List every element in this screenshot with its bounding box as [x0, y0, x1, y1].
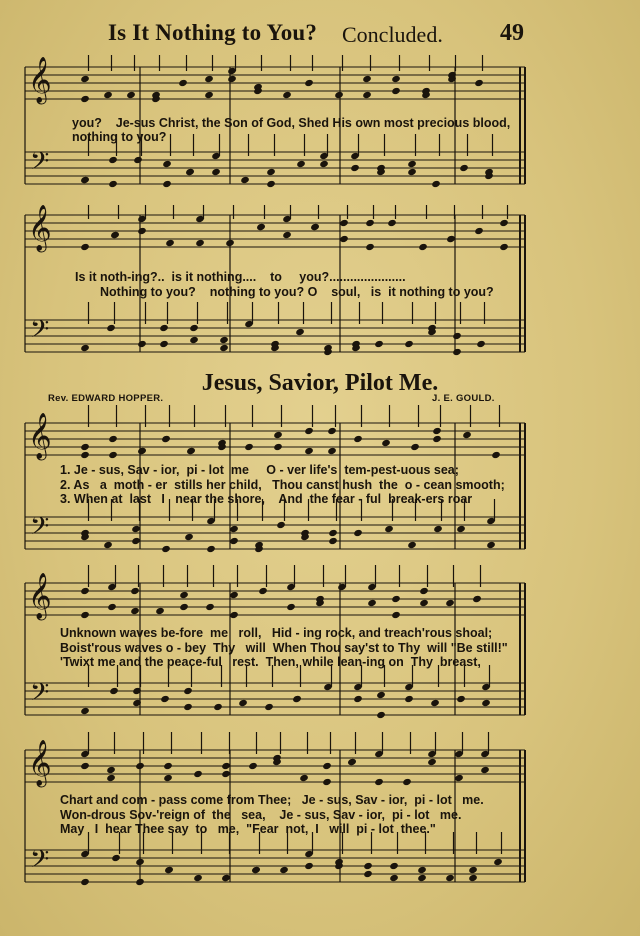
note-head	[80, 176, 90, 184]
note-head	[410, 443, 420, 451]
song2-title: Jesus, Savior, Pilot Me.	[201, 370, 439, 396]
note-head	[486, 541, 496, 549]
note-head	[389, 874, 399, 882]
note-head	[106, 324, 116, 332]
note-head	[240, 176, 250, 184]
note-head	[363, 862, 373, 870]
note-head	[103, 91, 113, 99]
note-head	[427, 758, 437, 766]
song2-composer: J. E. GOULD.	[432, 393, 495, 404]
song2-author: Rev. EDWARD HOPPER.	[48, 393, 164, 404]
note-head	[387, 219, 397, 227]
note-head	[327, 427, 337, 435]
note-head	[80, 451, 90, 459]
treble-staff	[25, 55, 525, 105]
note-head	[266, 168, 276, 176]
note-head	[304, 79, 314, 87]
note-head	[219, 336, 229, 344]
note-head	[381, 439, 391, 447]
treble-clef-icon: 𝄞	[28, 413, 52, 459]
note-head	[462, 431, 472, 439]
note-head	[130, 587, 140, 595]
note-head	[264, 703, 274, 711]
note-head	[430, 699, 440, 707]
note-head	[258, 587, 268, 595]
note-head	[493, 858, 503, 866]
note-head	[229, 525, 239, 533]
note-head	[80, 95, 90, 103]
note-head	[472, 595, 482, 603]
note-head	[299, 774, 309, 782]
note-head	[161, 435, 171, 443]
song2-system1-verse2: 2. As a moth - er stills her child, Thou canst hush the o - cean smooth;	[60, 478, 505, 492]
note-head	[213, 703, 223, 711]
treble-clef-icon: 𝄞	[28, 205, 52, 251]
note-head	[137, 340, 147, 348]
note-head	[491, 451, 501, 459]
note-head	[384, 525, 394, 533]
bass-clef-icon: 𝄢	[30, 678, 50, 713]
treble-staff	[25, 732, 525, 788]
treble-staff	[25, 565, 525, 621]
note-head	[110, 231, 120, 239]
note-head	[108, 180, 118, 188]
note-head	[407, 160, 417, 168]
song2-system1-verse3: 3. When at last I near the shore, And the fear - ful break-ers roar	[60, 492, 473, 506]
treble-clef-icon: 𝄞	[28, 57, 52, 103]
page-subtitle: Concluded.	[342, 22, 443, 47]
note-head	[273, 443, 283, 451]
note-head	[433, 525, 443, 533]
note-head	[131, 525, 141, 533]
note-head	[389, 862, 399, 870]
bass-staff	[25, 665, 525, 719]
note-head	[159, 324, 169, 332]
note-head	[204, 91, 214, 99]
note-head	[282, 91, 292, 99]
note-head	[452, 348, 462, 356]
note-head	[468, 874, 478, 882]
note-head	[353, 529, 363, 537]
treble-staff	[25, 205, 525, 253]
bass-staff	[25, 832, 525, 886]
note-head	[417, 866, 427, 874]
note-head	[266, 180, 276, 188]
note-head	[189, 336, 199, 344]
note-head	[459, 164, 469, 172]
note-head	[319, 160, 329, 168]
treble-clef-icon: 𝄞	[28, 573, 52, 619]
note-head	[206, 545, 216, 553]
note-head	[155, 607, 165, 615]
bass-clef-icon: 𝄢	[30, 845, 50, 880]
note-head	[111, 854, 121, 862]
note-head	[474, 227, 484, 235]
note-head	[350, 164, 360, 172]
note-head	[468, 866, 478, 874]
note-head	[452, 332, 462, 340]
song1-system1-lyric-line1: you? Je-sus Christ, the Son of God, Shed His own most precious blood,	[72, 116, 511, 130]
note-head	[374, 778, 384, 786]
note-head	[80, 75, 90, 83]
note-head	[205, 603, 215, 611]
note-head	[499, 219, 509, 227]
bass-clef-icon: 𝄢	[30, 315, 50, 350]
note-head	[304, 447, 314, 455]
note-head	[456, 695, 466, 703]
note-head	[179, 591, 189, 599]
note-head	[126, 91, 136, 99]
note-head	[221, 874, 231, 882]
treble-staff	[25, 405, 525, 461]
note-head	[221, 770, 231, 778]
note-head	[238, 699, 248, 707]
note-head	[103, 541, 113, 549]
note-head	[446, 235, 456, 243]
note-head	[137, 227, 147, 235]
song2-system1-verse1: 1. Je - sus, Sav - ior, pi - lot me O - ver life's tem-pest-uous sea;	[60, 463, 459, 477]
note-head	[159, 340, 169, 348]
note-head	[108, 156, 118, 164]
note-head	[276, 521, 286, 529]
song2-system3-verse1: Chart and com - pass come from Thee; Je - sus, Sav - ior, pi - lot me.	[60, 793, 484, 807]
note-head	[391, 611, 401, 619]
note-head	[432, 427, 442, 435]
note-head	[183, 703, 193, 711]
note-head	[296, 160, 306, 168]
song2-system2-verse1: Unknown waves be-fore me roll, Hid - ing rock, and treach'rous shoal;	[60, 626, 493, 640]
note-head	[131, 537, 141, 545]
note-head	[391, 87, 401, 95]
bass-clef-icon: 𝄢	[30, 512, 50, 547]
bass-clef-icon: 𝄢	[30, 147, 50, 182]
note-head	[80, 762, 90, 770]
note-head	[106, 774, 116, 782]
song1-system2-lyric-line2: Nothing to you? nothing to you? O soul, is it nothing to you?	[100, 285, 494, 299]
note-head	[310, 223, 320, 231]
note-head	[161, 545, 171, 553]
note-head	[109, 687, 119, 695]
note-head	[431, 180, 441, 188]
song2-system3-verse2: Won-drous Sov-'reign of the sea, Je - sus, Sav - ior, pi - lot me.	[60, 808, 462, 822]
note-head	[363, 870, 373, 878]
note-head	[353, 435, 363, 443]
note-head	[130, 607, 140, 615]
note-head	[391, 595, 401, 603]
note-head	[80, 707, 90, 715]
note-head	[163, 774, 173, 782]
note-head	[186, 447, 196, 455]
note-head	[137, 447, 147, 455]
note-head	[407, 541, 417, 549]
note-head	[193, 770, 203, 778]
note-head	[454, 774, 464, 782]
note-head	[339, 235, 349, 243]
note-head	[432, 435, 442, 443]
note-head	[162, 160, 172, 168]
note-head	[251, 866, 261, 874]
note-head	[417, 874, 427, 882]
note-head	[229, 591, 239, 599]
note-head	[322, 762, 332, 770]
note-head	[219, 344, 229, 352]
note-head	[365, 219, 375, 227]
note-head	[404, 695, 414, 703]
note-head	[456, 525, 466, 533]
song2-system3-verse3: May I hear Thee say to me, "Fear not, I will pi - lot thee."	[60, 822, 436, 836]
note-head	[304, 862, 314, 870]
note-head	[327, 447, 337, 455]
song1-system1-lyric-line2: nothing to you?	[72, 130, 167, 144]
note-head	[244, 443, 254, 451]
note-head	[292, 695, 302, 703]
note-head	[282, 231, 292, 239]
note-head	[273, 431, 283, 439]
note-head	[445, 874, 455, 882]
note-head	[80, 344, 90, 352]
note-head	[286, 603, 296, 611]
note-head	[476, 340, 486, 348]
note-head	[179, 603, 189, 611]
note-head	[204, 75, 214, 83]
note-head	[80, 611, 90, 619]
note-head	[322, 778, 332, 786]
note-head	[419, 599, 429, 607]
song2-system2-verse3: 'Twixt me and the peace-ful rest. Then, while lean-ing on Thy breast,	[60, 655, 481, 669]
note-head	[106, 766, 116, 774]
note-head	[164, 866, 174, 874]
note-head	[165, 239, 175, 247]
note-head	[419, 587, 429, 595]
note-head	[107, 603, 117, 611]
note-head	[160, 695, 170, 703]
note-head	[108, 451, 118, 459]
note-head	[445, 599, 455, 607]
note-head	[183, 687, 193, 695]
note-head	[481, 699, 491, 707]
note-head	[334, 91, 344, 99]
page-title: Is It Nothing to You?	[108, 20, 318, 45]
note-head	[195, 239, 205, 247]
note-head	[374, 340, 384, 348]
bass-staff	[25, 499, 525, 553]
note-head	[211, 168, 221, 176]
song2-system2-verse2: Boist'rous waves o - bey Thy will When Thou say'st to Thy will "Be still!"	[60, 641, 508, 655]
note-head	[80, 243, 90, 251]
note-head	[362, 75, 372, 83]
note-head	[418, 243, 428, 251]
note-head	[474, 79, 484, 87]
note-head	[339, 219, 349, 227]
note-head	[391, 75, 401, 83]
note-head	[402, 778, 412, 786]
note-head	[256, 223, 266, 231]
note-head	[248, 762, 258, 770]
note-head	[353, 695, 363, 703]
note-head	[80, 443, 90, 451]
note-head	[365, 243, 375, 251]
note-head	[404, 340, 414, 348]
page-number: 49	[500, 20, 524, 46]
note-head	[185, 168, 195, 176]
note-head	[162, 180, 172, 188]
note-head	[304, 427, 314, 435]
note-head	[229, 537, 239, 545]
note-head	[178, 79, 188, 87]
note-head	[227, 75, 237, 83]
note-head	[184, 533, 194, 541]
note-head	[133, 156, 143, 164]
note-head	[163, 762, 173, 770]
note-head	[376, 711, 386, 719]
note-head	[347, 758, 357, 766]
note-head	[376, 691, 386, 699]
treble-clef-icon: 𝄞	[28, 740, 52, 786]
note-head	[108, 435, 118, 443]
note-head	[407, 168, 417, 176]
note-head	[221, 762, 231, 770]
note-head	[328, 537, 338, 545]
note-head	[279, 866, 289, 874]
note-head	[367, 599, 377, 607]
bass-staff	[25, 302, 525, 356]
note-head	[229, 611, 239, 619]
note-head	[362, 91, 372, 99]
note-head	[193, 874, 203, 882]
note-head	[80, 587, 90, 595]
note-head	[189, 324, 199, 332]
note-head	[480, 766, 490, 774]
note-head	[80, 878, 90, 886]
note-head	[295, 328, 305, 336]
note-head	[499, 243, 509, 251]
song1-system2-lyric-line1: Is it noth-ing?.. is it nothing.... to you?......................	[75, 270, 406, 284]
note-head	[328, 529, 338, 537]
